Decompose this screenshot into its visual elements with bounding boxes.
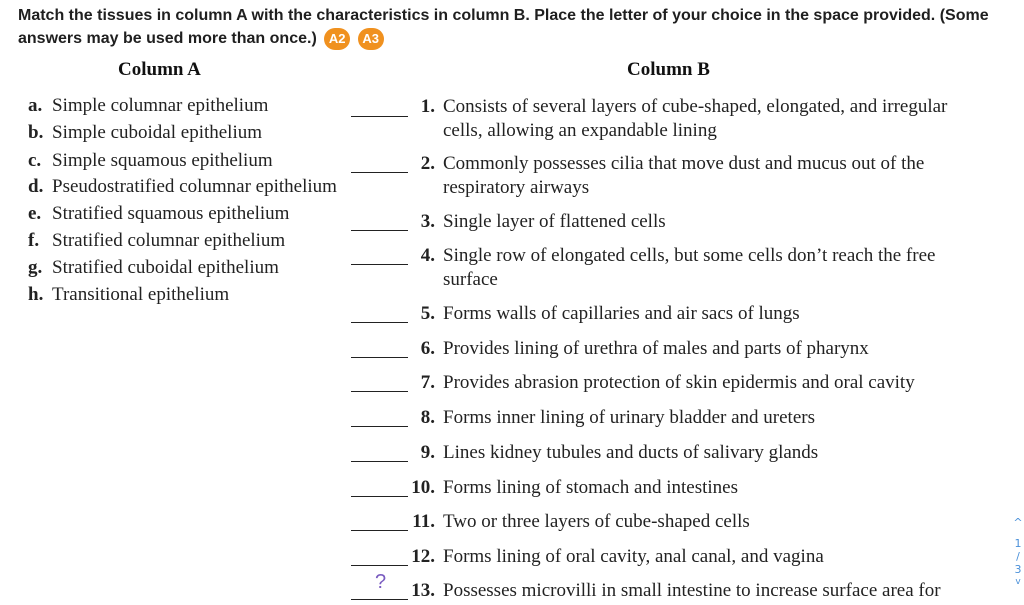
item-text: Stratified cuboidal epithelium: [52, 257, 279, 278]
column-a-item: [28, 122, 262, 144]
item-letter: e.: [28, 203, 42, 224]
item-text: Simple cuboidal epithelium: [52, 122, 263, 143]
page-up-icon[interactable]: ^: [1013, 516, 1023, 529]
answer-blank[interactable]: [351, 357, 408, 358]
item-number: 6.: [420, 338, 435, 359]
item-text: Transitional epithelium: [52, 284, 230, 305]
column-a-item: [28, 176, 337, 198]
answer-blank[interactable]: [351, 599, 408, 600]
item-letter: f.: [28, 230, 40, 251]
item-text: Simple squamous epithelium: [52, 150, 273, 171]
column-a-item: [28, 230, 285, 252]
item-number: 9.: [420, 442, 435, 463]
answer-blank[interactable]: [351, 172, 408, 173]
column-a-item: [28, 95, 268, 117]
item-number: 11.: [412, 511, 435, 532]
item-letter: h.: [28, 284, 44, 305]
item-text: Provides abrasion protection of skin epidermis and oral cavity: [443, 372, 915, 393]
item-text: Forms lining of stomach and intestines: [443, 477, 739, 498]
column-b-header: Column B: [627, 59, 710, 80]
item-text: Forms inner lining of urinary bladder and ureters: [443, 407, 815, 428]
item-number: 7.: [420, 372, 435, 393]
column-a-item: [28, 150, 273, 172]
item-number: 3.: [420, 211, 435, 232]
item-number: 13.: [411, 580, 435, 601]
page-separator: /: [1016, 550, 1020, 563]
item-letter: c.: [28, 150, 42, 171]
answer-blank[interactable]: [351, 565, 408, 566]
badge-a3: A3: [358, 28, 384, 50]
answer-blank[interactable]: [351, 116, 408, 117]
item-number: 2.: [420, 153, 435, 174]
answer-blank[interactable]: [351, 264, 408, 265]
item-text: Pseudostratified columnar epithelium: [52, 176, 337, 197]
page-down-icon[interactable]: v: [1015, 577, 1021, 587]
item-text: Two or three layers of cube-shaped cells: [443, 511, 750, 532]
answer-blank[interactable]: [351, 230, 408, 231]
item-text: Stratified squamous epithelium: [52, 203, 290, 224]
item-text: Provides lining of urethra of males and parts of pharynx: [443, 338, 869, 359]
page-navigator: [1010, 516, 1024, 589]
answer-blank[interactable]: [351, 426, 408, 427]
column-a-item: [28, 284, 229, 306]
column-a-header: Column A: [118, 59, 201, 80]
answer-blank[interactable]: [351, 322, 408, 323]
item-text: Forms walls of capillaries and air sacs of lungs: [443, 303, 800, 324]
item-letter: d.: [28, 176, 44, 197]
item-text: Possesses microvilli in small intestine to increase surface area for: [443, 580, 941, 601]
item-text: Forms lining of oral cavity, anal canal, and vagina: [443, 546, 824, 567]
badge-a2: A2: [324, 28, 350, 50]
item-text: Stratified columnar epithelium: [52, 230, 286, 251]
item-text: Simple columnar epithelium: [52, 95, 269, 116]
total-pages: 3: [1014, 563, 1022, 576]
answer-mark: ?: [375, 571, 387, 593]
instructions: [18, 4, 1008, 50]
item-number: 8.: [420, 407, 435, 428]
answer-blank[interactable]: [351, 391, 408, 392]
item-letter: a.: [28, 95, 43, 116]
item-letter: b.: [28, 122, 44, 143]
column-a-item: [28, 203, 289, 225]
item-text: Commonly possesses cilia that move dust and mucus out of the respiratory airways: [443, 153, 925, 198]
item-number: 5.: [420, 303, 435, 324]
instructions-text: Match the tissues in column A with the characteristics in column B. Place the letter of your choice in the space provided. (Some answers may be used more than once.): [18, 7, 989, 47]
answer-blank[interactable]: [351, 461, 408, 462]
item-number: 12.: [411, 546, 435, 567]
answer-blank[interactable]: [351, 530, 408, 531]
column-a-item: [28, 257, 279, 279]
item-text: Lines kidney tubules and ducts of salivary glands: [443, 442, 819, 463]
current-page: 1: [1014, 537, 1022, 550]
item-text: Single layer of flattened cells: [443, 211, 666, 232]
item-text: Consists of several layers of cube-shaped, elongated, and irregular cells, allowing an expandable lining: [443, 96, 948, 141]
item-text: Single row of elongated cells, but some cells don’t reach the free surface: [443, 245, 936, 290]
item-number: 4.: [420, 245, 435, 266]
answer-blank[interactable]: [351, 496, 408, 497]
item-number: 1.: [420, 96, 435, 117]
item-letter: g.: [28, 257, 43, 278]
item-number: 10.: [411, 477, 435, 498]
